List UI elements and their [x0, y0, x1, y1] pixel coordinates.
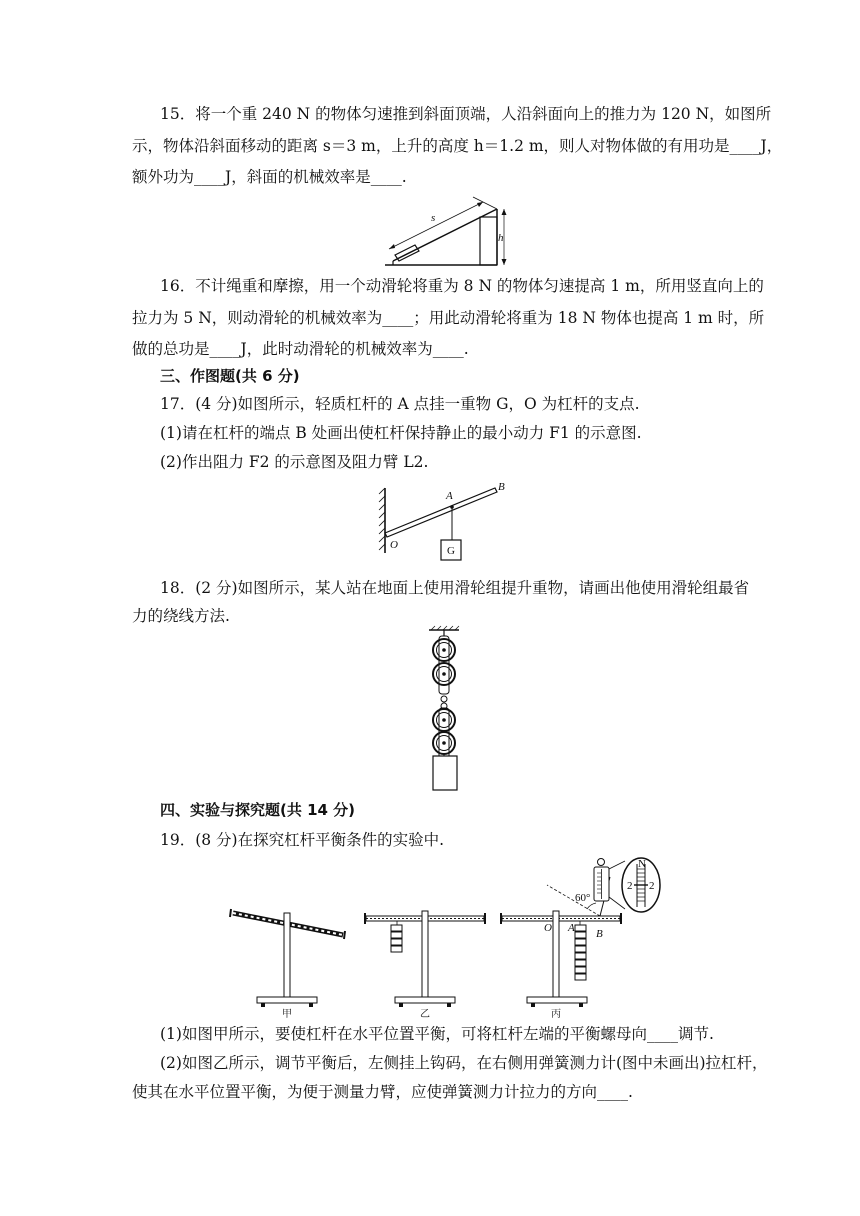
q17-intro: 17．(4 分)如图所示，轻质杠杆的 A 点挂一重物 G，O 为杠杆的支点.	[160, 395, 640, 413]
lever-figure	[375, 478, 515, 568]
caption-yi: 乙	[420, 1009, 430, 1020]
bing-angle-label: 60°	[575, 892, 591, 904]
lever-label-g: G	[447, 545, 455, 557]
section-4-title: 四、实验与探究题(共 14 分)	[160, 801, 356, 819]
lever-label-a: A	[446, 490, 453, 502]
pulley-figure	[423, 628, 467, 794]
bing-label-o: O	[544, 922, 552, 934]
scale-left-2: 2	[627, 880, 633, 892]
q15-line-2: 示，物体沿斜面移动的距离 s＝3 m，上升的高度 h＝1.2 m，则人对物体做的有用功是____J，	[132, 137, 783, 155]
q19-sub-2-line-2: 使其在水平位置平衡，为便于测量力臂，应使弹簧测力计拉力的方向____.	[132, 1083, 633, 1101]
scale-unit-n: N	[638, 858, 646, 870]
q18-line-2: 力的绕线方法.	[132, 607, 230, 625]
spring-scale-icon	[594, 859, 609, 902]
section-3-title: 三、作图题(共 6 分)	[160, 367, 300, 385]
lever-stand-yi	[365, 911, 485, 1020]
q16-line-1: 16．不计绳重和摩擦，用一个动滑轮将重为 8 N 的物体匀速提高 1 m，所用竖直向上的	[160, 277, 764, 295]
scale-right-2: 2	[649, 880, 655, 892]
incline-figure	[385, 193, 510, 268]
incline-label-h: h	[498, 232, 504, 244]
q15-line-1: 15．将一个重 240 N 的物体匀速推到斜面顶端，人沿斜面向上的推力为 120 N，如图所	[160, 105, 772, 123]
q18-line-1: 18．(2 分)如图所示，某人站在地面上使用滑轮组提升重物，请画出他使用滑轮组最省	[160, 579, 750, 597]
caption-jia: 甲	[282, 1009, 292, 1020]
q15-line-3: 额外功为____J，斜面的机械效率是____.	[132, 168, 407, 186]
q19-sub-1: (1)如图甲所示，要使杠杆在水平位置平衡，可将杠杆左端的平衡螺母向____调节.	[160, 1025, 714, 1043]
q19-intro: 19．(8 分)在探究杠杆平衡条件的实验中.	[160, 831, 445, 849]
incline-label-s: s	[431, 212, 436, 224]
q17-sub-2: (2)作出阻力 F2 的示意图及阻力臂 L2.	[160, 453, 429, 471]
balance-figure	[225, 857, 665, 1019]
q16-line-3: 做的总功是____J，此时动滑轮的机械效率为____.	[132, 340, 469, 358]
bing-label-a: A	[568, 922, 575, 934]
bing-label-b: B	[596, 928, 603, 940]
caption-bing: 丙	[551, 1009, 561, 1020]
lever-stand-jia	[230, 909, 345, 1020]
lever-label-b: B	[498, 481, 505, 493]
q17-sub-1: (1)请在杠杆的端点 B 处画出使杠杆保持静止的最小动力 F1 的示意图.	[160, 424, 642, 442]
q19-sub-2-line-1: (2)如图乙所示，调节平衡后，左侧挂上钩码，在右侧用弹簧测力计(图中未画出)拉杠杆，	[160, 1054, 768, 1072]
lever-label-o: O	[390, 539, 398, 551]
scale-zoom-icon	[609, 858, 660, 912]
q16-line-2: 拉力为 5 N，则动滑轮的机械效率为____；用此动滑轮将重为 18 N 物体也提高 1 m 时，所	[132, 309, 765, 327]
lever-stand-bing	[501, 858, 660, 1020]
